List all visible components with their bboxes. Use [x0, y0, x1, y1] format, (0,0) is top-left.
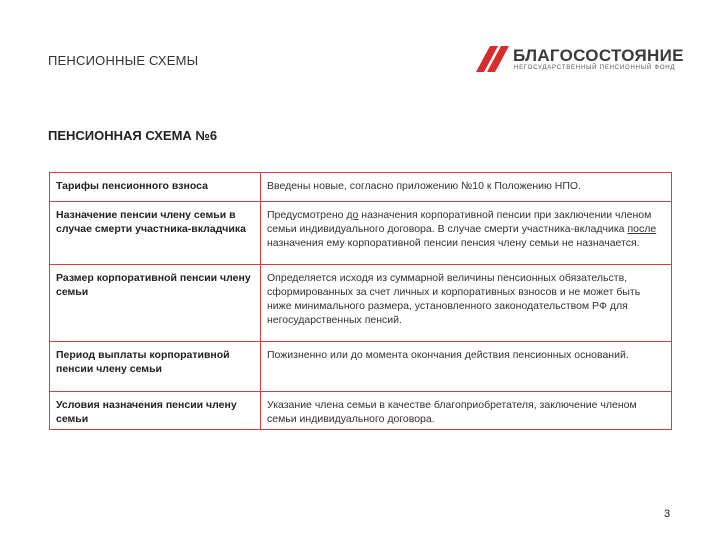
row-value: Указание члена семьи в качестве благоприобретателя, заключение членом семьи индивидуального договора.: [261, 392, 672, 430]
row-label: Тарифы пенсионного взноса: [50, 173, 261, 202]
row-label: Размер корпоративной пенсии члену семьи: [50, 265, 261, 342]
logo-name: БЛАГОСОСТОЯНИЕ: [513, 46, 684, 65]
page-number: 3: [664, 508, 671, 520]
underlined-word-before: до: [346, 209, 359, 221]
company-logo: [476, 44, 684, 76]
value-text: назначения корпоративной пенсии при заключении членом семьи индивидуального договора. В случае смерти участника-вкладчика: [267, 209, 652, 235]
table-row: [50, 202, 672, 265]
table-row: [50, 392, 672, 430]
logo-stripes-icon: [476, 46, 510, 72]
row-value: Пожизненно или до момента окончания действия пенсионных оснований.: [261, 342, 672, 392]
page-header-title: ПЕНСИОННЫЕ СХЕМЫ: [48, 53, 199, 68]
row-value: Введены новые, согласно приложению №10 к Положению НПО.: [261, 173, 672, 202]
value-text: назначения ему корпоративной пенсии пенсия члену семьи не назначается.: [267, 237, 640, 249]
table-row: [50, 342, 672, 392]
row-label: Период выплаты корпоративной пенсии члену семьи: [50, 342, 261, 392]
value-text: Предусмотрено: [267, 209, 347, 221]
underlined-word-after: после: [627, 223, 657, 235]
row-label: Назначение пенсии члену семьи в случае смерти участника-вкладчика: [50, 202, 261, 265]
row-value: Определяется исходя из суммарной величины пенсионных обязательств, сформированных за счет личных и корпоративных взносов и не может быть ниже минимального размера, установленного законодательством РФ для негосударственных пенсий.: [261, 265, 672, 342]
row-value: [261, 202, 672, 265]
logo-subtitle: НЕГОСУДАРСТВЕННЫЙ ПЕНСИОННЫЙ ФОНД: [514, 65, 676, 71]
pension-scheme-table: [49, 172, 672, 430]
table-row: [50, 173, 672, 202]
table-row: [50, 265, 672, 342]
row-label: Условия назначения пенсии члену семьи: [50, 392, 261, 430]
section-title: ПЕНСИОННАЯ СХЕМА №6: [48, 128, 218, 143]
